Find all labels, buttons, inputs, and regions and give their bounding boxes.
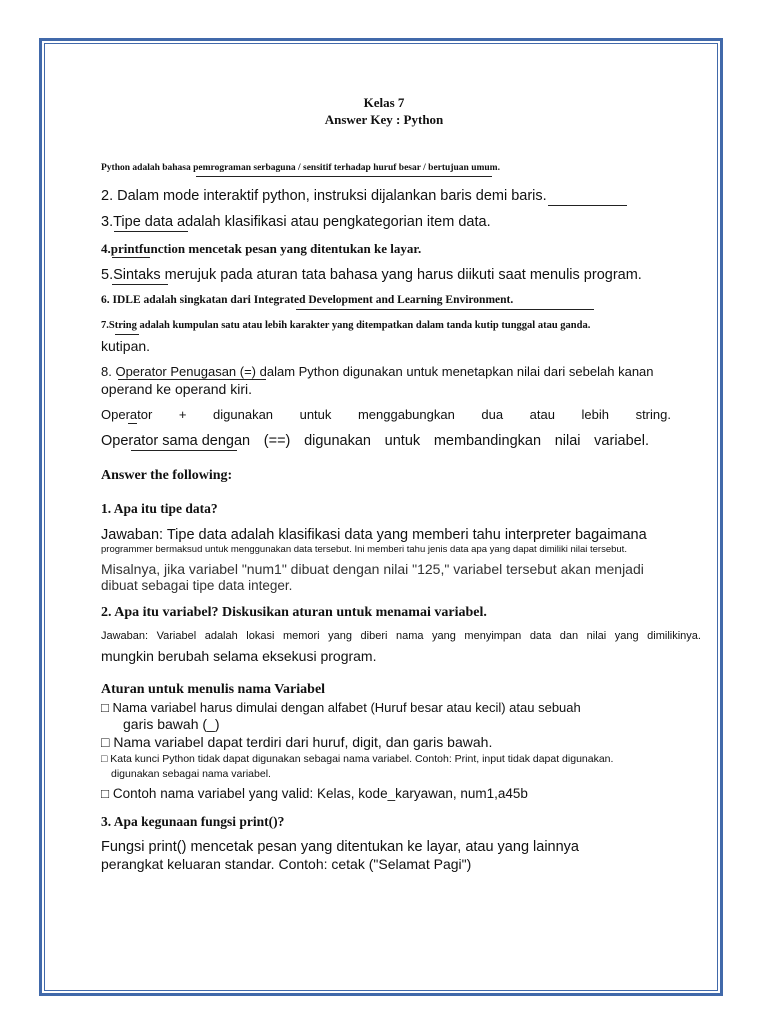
blank-underline <box>128 423 137 424</box>
answer-heading: Answer the following: <box>101 468 233 483</box>
answer-2-line-1: Jawaban: Variabel adalah lokasi memori yang diberi nama yang menyimpan data dan nilai yang dimilikinya. <box>101 630 701 642</box>
blank-underline <box>112 257 150 258</box>
question-2: 2. Apa itu variabel? Diskusikan aturan untuk menamai variabel. <box>101 605 487 620</box>
answer-1-line-4: dibuat sebagai tipe data integer. <box>101 578 293 593</box>
line-2-interactive-mode: 2. Dalam mode interaktif python, instruksi dijalankan baris demi baris. <box>101 188 547 204</box>
answer-3-line-2: perangkat keluaran standar. Contoh: cetak ("Selamat Pagi") <box>101 856 472 872</box>
class-title: Kelas 7 <box>363 95 405 110</box>
line-8-assignment-operator: 8. Operator Penugasan (=) dalam Python digunakan untuk menetapkan nilai dari sebelah kanan <box>101 364 654 379</box>
rule-2: □ Nama variabel dapat terdiri dari huruf, digit, dan garis bawah. <box>101 734 493 750</box>
line-8-continuation: operand ke operand kiri. <box>101 381 252 397</box>
line-5-syntax: 5.Sintaks merujuk pada aturan tata bahasa yang harus diikuti saat menulis program. <box>101 267 642 283</box>
rule-3-continuation: digunakan sebagai nama variabel. <box>111 768 271 780</box>
rule-1: □ Nama variabel harus dimulai dengan alfabet (Huruf besar atau kecil) atau sebuah <box>101 700 581 715</box>
question-3: 3. Apa kegunaan fungsi print()? <box>101 814 285 829</box>
answer-3-line-1: Fungsi print() mencetak pesan yang ditentukan ke layar, atau yang lainnya <box>101 839 579 855</box>
line-4-print-function: 4.printfunction mencetak pesan yang ditentukan ke layar. <box>101 241 422 256</box>
blank-underline <box>112 284 168 285</box>
blank-underline <box>196 176 492 177</box>
blank-underline <box>115 334 139 335</box>
rule-4: □ Contoh nama variabel yang valid: Kelas, kode_karyawan, num1,a45b <box>101 786 528 801</box>
blank-underline <box>548 205 627 206</box>
question-1: 1. Apa itu tipe data? <box>101 501 218 516</box>
answer-1-line-3: Misalnya, jika variabel "num1" dibuat dengan nilai "125," variabel tersebut akan menjadi <box>101 561 644 577</box>
line-10-equality-operator: Operator sama dengan (==) digunakan untuk membandingkan nilai variabel. <box>101 433 649 449</box>
answer-2-line-2: mungkin berubah selama eksekusi program. <box>101 648 377 664</box>
rule-1-continuation: garis bawah (_) <box>123 716 220 732</box>
blank-underline <box>114 231 188 232</box>
line-python-definition: Python adalah bahasa pemrograman serbaguna / sensitif terhadap huruf besar / bertujuan umum. <box>101 163 500 173</box>
line-3-data-type: 3.Tipe data adalah klasifikasi atau pengkategorian item data. <box>101 214 491 230</box>
answer-key-title: Answer Key : Python <box>324 112 444 127</box>
rule-3: □ Kata kunci Python tidak dapat digunakan sebagai nama variabel. Contoh: Print, input tidak dapat digunakan. <box>101 753 614 765</box>
blank-underline <box>118 379 266 380</box>
line-7-continuation: kutipan. <box>101 338 151 354</box>
line-6-idle: 6. IDLE adalah singkatan dari Integrated Development and Learning Environment. <box>101 294 514 306</box>
answer-1-line-1: Jawaban: Tipe data adalah klasifikasi data yang memberi tahu interpreter bagaimana <box>101 527 647 543</box>
answer-1-line-2: programmer bermaksud untuk menggunakan data tersebut. Ini memberi tahu jenis data apa yang dapat dimiliki nilai tersebut. <box>101 544 627 555</box>
blank-underline <box>131 450 237 451</box>
line-7-string: 7.String adalah kumpulan satu atau lebih karakter yang ditempatkan dalam tanda kutip tunggal atau ganda. <box>101 320 591 331</box>
rules-heading: Aturan untuk menulis nama Variabel <box>101 682 326 697</box>
line-9-plus-operator: Operator + digunakan untuk menggabungkan dua atau lebih string. <box>101 407 671 422</box>
blank-underline <box>296 309 594 310</box>
